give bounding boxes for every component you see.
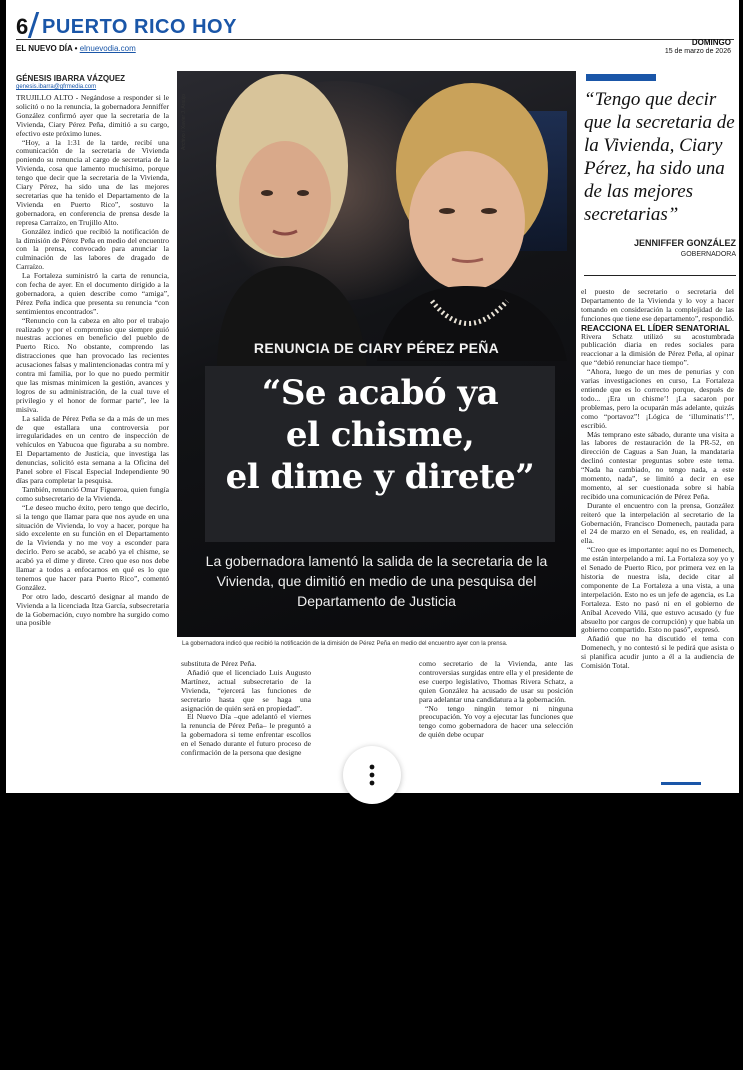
paragraph: “Hoy, a la 1:31 de la tarde, recibí una comunicación de la secretaria de Vivienda poniendo su renuncia al cargo de secretaria de la Vivienda, cosa que lamento muchísimo, porque tengo que decir que la secretaria de la Vivienda, Ciary Pérez, ha sido una de las mejores secretarias que ha tenido el Departamento de la Vivienda en Puerto Rico”, sostuvo la gobernadora, en conferencia de prensa desde la represa Carraízo, en Trujillo Alto. — [16, 137, 169, 227]
section-slash — [28, 12, 39, 38]
pullquote-text: “Tengo que decir que la secretaria de la Vivienda, Ciary Pérez, ha sido una de las mejores secretarias” — [584, 89, 735, 225]
pullquote-rule — [584, 275, 736, 276]
paragraph: La Fortaleza suministró la carta de renuncia, con fecha de ayer. En el documento dirigido a la gobernadora, a quien describe como “amiga”, Pérez Peña indica que presenta su renuncia “con sentimientos encontrados”. — [16, 271, 169, 316]
headline-line: “Se acabó ya — [261, 373, 499, 413]
headline-deck: La gobernadora lamentó la salida de la secretaria de la Vivienda, que dimitió en medio de una pesquisa del Departamento de Justicia — [205, 553, 548, 609]
headline-line: el dime y direte” — [225, 457, 535, 497]
author-byline: GÉNESIS IBARRA VÁZQUEZ — [16, 74, 126, 83]
paper-site: elnuevodia.com — [79, 44, 136, 53]
pullquote-name: JENNIFFER GONZÁLEZ — [633, 238, 736, 248]
paragraph: González indicó que recibió la notificación de la dimisión de Pérez Peña en medio del encuentro con la prensa, convocado para anunciar la culminación de las labores de dragado de Carraízo. — [16, 226, 169, 272]
paragraph: El Nuevo Día –que adelantó el viernes la renuncia de Pérez Peña– le preguntó a la gobernadora si teme enfrentar escollos en el Senado durante el futuro proceso de confirmación de la persona que designe — [181, 712, 311, 758]
paragraph: “Le deseo mucho éxito, pero tengo que decirlo, si la tengo que llamar para que nos ayude en una situación de Vivienda, lo voy a hacer, porque ha sido excelente en su función en el Departamento de la Vivienda y no me voy a esconder para decirlo. Pero se acabó, se acabó ya el chisme, se acabó ya el dime y direte. Creo que eso nos debe llamar a todos a enfocarnos en qué es lo que tenemos que hacer para Puerto Rico”, comentó González. — [16, 502, 169, 592]
pullquote-role: GOBERNADORA — [680, 251, 736, 258]
paragraph: Añadió que el licenciado Luis Augusto Martínez, actual subsecretario de la Vivienda, “ejercerá las funciones de secretario hasta que se haga una asignación de quién será en propiedad”. — [181, 667, 311, 713]
headline-line: el chisme, — [285, 415, 475, 455]
page-number: 6 — [16, 14, 29, 39]
woman-right-figure — [337, 71, 576, 361]
photo-credit: Archivo / Xavier J. Araújo — [181, 94, 187, 150]
paragraph: Rivera Schatz utilizó su acostumbrada publicación diaria en redes sociales para reaccionar a la dimisión de Pérez Peña, al opinar que “debió renunciar hace tiempo”. — [581, 331, 734, 368]
pullquote-accent-bar — [586, 74, 656, 81]
paragraph: “No tengo ningún temor ni ninguna preocupación. Yo voy a ejecutar las funciones que tengo como gobernadora de hacer una selección de quién debe ocupar — [419, 703, 573, 740]
paragraph: TRUJILLO ALTO - Negándose a responder si le solicitó o no la renuncia, la gobernadora Jenniffer González confirmó ayer que la secretaria de la Vivienda, Ciary Pérez Peña, dimitió a su cargo, efectivo este próximo lunes. — [16, 94, 169, 138]
paragraph: como secretario de la Vivienda, ante las controversias surgidas entre ella y el presidente de ese cuerpo legislativo, Thomas Rivera Schatz, a quien González ha acusado de usar su posición para adelantar una candidatura a la gobernación. — [419, 660, 573, 704]
paragraph: También, renunció Omar Figueroa, quien fungía como subsecretario de la Vivienda. — [16, 484, 169, 503]
photo-caption: La gobernadora indicó que recibió la notificación de la dimisión de Pérez Peña en medio del encuentro ayer con la prensa. — [182, 641, 508, 647]
section-subhead: REACCIONA EL LÍDER SENATORIAL — [581, 322, 730, 333]
issue-day: DOMINGO — [691, 38, 731, 47]
paragraph: substituta de Pérez Peña. — [181, 660, 257, 668]
more-vertical-icon — [369, 764, 375, 786]
paragraph: La salida de Pérez Peña se da a más de un mes de que estallara una controversia por irregularidades en un centro de inspección de vehículos en Yabucoa que figuraba a su nombre. El Departamento de Justicia, que investiga las denuncias, solicitó esta semana a la Oficina del Panel sobre el Fiscal Especial Independiente 90 días para completar la pesquisa. — [16, 413, 169, 485]
article-end-mark — [661, 782, 701, 785]
article-column-2 — [181, 660, 311, 772]
article-column-1 — [16, 94, 169, 774]
section-title: PUERTO RICO HOY — [42, 16, 237, 38]
article-column-3 — [419, 660, 573, 772]
paragraph: Más temprano este sábado, durante una visita a las labores de restauración de la PR-52, en dirección de Caguas a San Juan, la mandataria declinó contestar preguntas sobre este tema. “Nada ha cambiado, no tengo nada, a este momento, nada”, se limitó a decir en ese momento, al ser cuestionada sobre si había recibido una comunicación de Pérez Peña. — [581, 429, 734, 501]
paper-name: EL NUEVO DÍA • elnuevodia.com — [16, 44, 136, 53]
article-column-4 — [581, 288, 734, 778]
paragraph: “Ahora, luego de un mes de penurias y con varias investigaciones en curso, La Fortaleza entiende que es lo correcto porque, después de todo... ¡Era un chisme’! ¡La sacaron por problemas, pero la ocuparán más adelante, quizás como “portavoz”! ¡Lógica de ‘illuminatis’!”, escribió. — [581, 367, 734, 430]
issue-date: 15 de marzo de 2026 — [664, 48, 731, 55]
paper-title: EL NUEVO DÍA — [16, 44, 73, 53]
main-headline — [205, 372, 555, 498]
headline-kicker: RENUNCIA DE CIARY PÉREZ PEÑA — [253, 340, 500, 356]
paragraph: el puesto de secretario o secretaria del Departamento de la Vivienda y lo voy a hacer tomando en consideración la complejidad de las funciones que tiene ese departamento”, respondió. — [581, 288, 734, 323]
paragraph: “Renuncio con la cabeza en alto por el trabajo realizado y por el compromiso que siempre guió nuestras acciones en beneficio del pueblo de Puerto Rico. No obstante, comprendo las distracciones que han provocado las recientes acusaciones falsas y malintencionadas contra mí y contra mi familia, por lo que no puedo permitir que las mismas minimicen la gestión, avances y logros de su administración, de la cual tuve el privilegio y el honor de formar parte”, lee la misiva. — [16, 315, 169, 414]
more-options-button[interactable] — [343, 746, 401, 804]
paragraph: “Creo que es importante: aquí no es Domenech, me están interpelando a mí. La Fortaleza soy yo y el Senado de Puerto Rico, por primera vez en la historia de nuestra isla, decide citar al componente de La Fortaleza a una vista, a una interpelación. Esto no es un jefe de agencia, es La Fortaleza. Esto no pasó ni en el gobierno de Aníbal Acevedo Vilá, que estuvo acusado (y fue absuelto por cargos de corrupción) y que había un gobierno compartido. Esto no pasó”, expresó. — [581, 545, 734, 635]
paragraph: Durante el encuentro con la prensa, González reiteró que la interpelación al secretario de la Gobernación, Francisco Domenech, pautada para el 24 de marzo en el Senado, es, en realidad, a ella. — [581, 500, 734, 546]
paragraph: Añadió que no ha discutido el tema con Domenech, y no contestó si le pedirá que asista o si planifica acudir junto a él a la audiencia de Comisión Total. — [581, 634, 734, 671]
author-email: genesis.ibarra@gfrmedia.com — [16, 84, 97, 90]
newspaper-page — [6, 0, 739, 793]
paragraph: Por otro lado, descartó designar al mando de Vivienda a la licenciada Itza García, subsecretaria de la Gobernación, cuyo nombre ha surgido como una posible — [16, 591, 169, 628]
header-rule — [16, 39, 734, 40]
